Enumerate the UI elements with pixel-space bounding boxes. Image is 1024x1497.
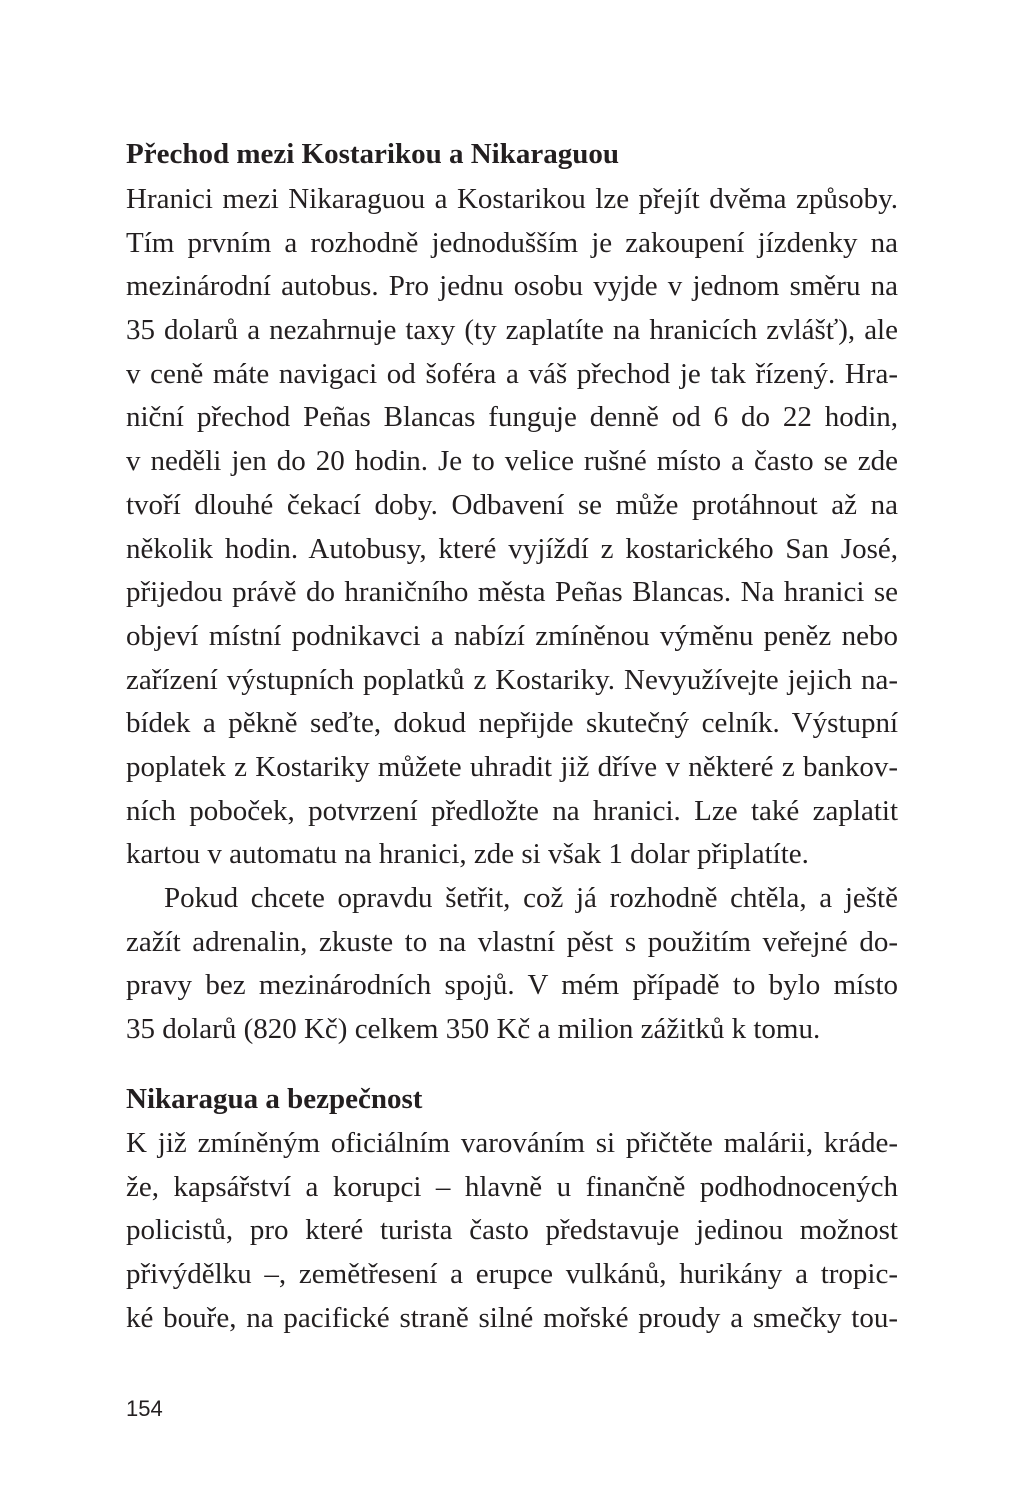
text-line: ké bouře, na pacifické straně silné mořské proudy a smečky tou- [126, 1301, 898, 1334]
text-line: mezinárodní autobus. Pro jednu osobu vyjde v jednom směru na [126, 270, 898, 303]
text-line: zařízení výstupních poplatků z Kostariky. Nevyužívejte jejich na- [126, 663, 898, 696]
text-line: v neděli jen do 20 hodin. Je to velice rušné místo a často se zde [126, 445, 898, 478]
text-line: policistů, pro které turista často představuje jedinou možnost [126, 1214, 898, 1247]
section-heading-safety: Nikaragua a bezpečnost [126, 1083, 423, 1115]
text-line: objeví místní podnikavci a nabízí zmíněnou výměnu peněz nebo [126, 619, 898, 652]
section-heading-border-crossing: Přechod mezi Kostarikou a Nikaraguou [126, 138, 619, 170]
text-line: přivýdělku –, zemětřesení a erupce vulkánů, hurikány a tropic- [126, 1258, 898, 1291]
text-line: bídek a pěkně seďte, dokud nepřijde skutečný celník. Výstupní [126, 707, 898, 740]
text-line: tvoří dlouhé čekací doby. Odbavení se může protáhnout až na [126, 488, 898, 521]
text-line: 35 dolarů (820 Kč) celkem 350 Kč a milion zážitků k tomu. [126, 1013, 821, 1046]
text-line: pravy bez mezinárodních spojů. V mém případě to bylo místo [126, 969, 898, 1002]
text-line: niční přechod Peñas Blancas funguje denně od 6 do 22 hodin, [126, 401, 898, 434]
text-line: poplatek z Kostariky můžete uhradit již dříve v některé z bankov- [126, 750, 898, 783]
text-line: Pokud chcete opravdu šetřit, což já rozhodně chtěla, a ještě [164, 882, 898, 914]
text-line: Tím prvním a rozhodně jednodušším je zakoupení jízdenky na [126, 226, 898, 259]
text-line: zažít adrenalin, zkuste to na vlastní pěst s použitím veřejné do- [126, 925, 898, 958]
text-line: přijedou právě do hraničního města Peñas Blancas. Na hranici se [126, 576, 898, 609]
text-line: ních poboček, potvrzení předložte na hranici. Lze také zaplatit [126, 794, 898, 827]
page-number: 154 [126, 1396, 163, 1421]
text-line: v ceně máte navigaci od šoféra a váš přechod je tak řízený. Hra- [126, 357, 898, 390]
text-line: kartou v automatu na hranici, zde si však 1 dolar připlatíte. [126, 838, 809, 871]
text-line: že, kapsářství a korupci – hlavně u finančně podhodnocených [126, 1170, 898, 1203]
text-line: 35 dolarů a nezahrnuje taxy (ty zaplatíte na hranicích zvlášť), ale [126, 314, 898, 347]
section-body-border-crossing [126, 178, 898, 1052]
section-body-safety [126, 1122, 898, 1340]
text-line: několik hodin. Autobusy, které vyjíždí z kostarického San José, [126, 532, 898, 565]
text-line: Hranici mezi Nikaraguou a Kostarikou lze přejít dvěma způsoby. [126, 183, 898, 215]
text-line: K již zmíněným oficiálním varováním si přičtěte malárii, kráde- [126, 1127, 898, 1159]
